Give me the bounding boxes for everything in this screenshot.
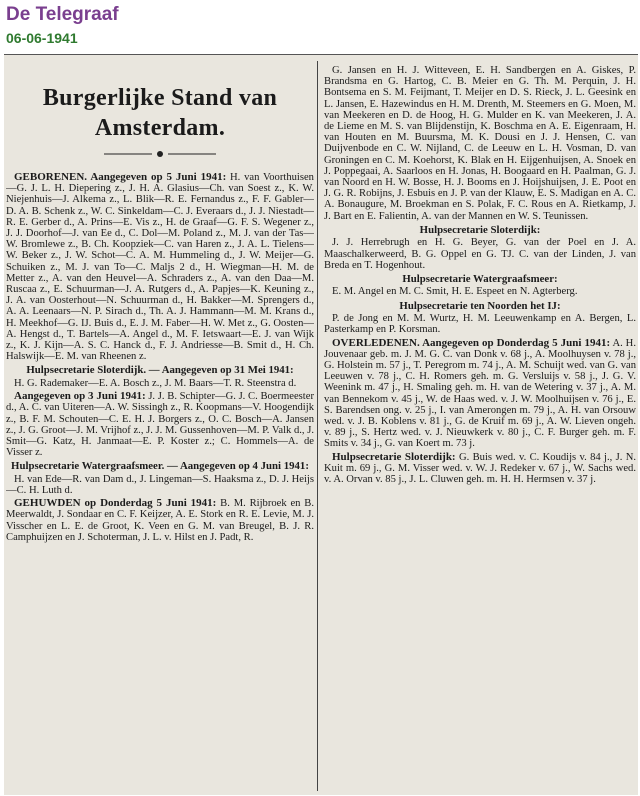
births-june3-text: J. J. B. Schipter—G. J. C. Boermeester d., A. C. van Uiteren—A. W. Sissingh z., R. Koopmans—V. Hoogendijk z., B. F. M. Schouten—C. E. H. J. Borgers z., O. C. Bosch—A. Jansen z., J. G. Groot—J. M. Vrijhof z., J. J. M. Gussenhoven—M. P. Valk d., J. Smit—G. Katz, H. Janmaat—E. P. Koster z.; C. Hommels—A. de Visser z. bbox=[6, 391, 314, 459]
noorden-ij-marriages-heading: Hulpsecretarie ten Noorden het IJ: bbox=[399, 299, 561, 312]
sloterdijk-deaths-heading: Hulpsecretarie Sloterdijk: bbox=[332, 450, 456, 463]
deaths-text: A. H. Jouvenaar geb. m. J. M. G. C. van Donk v. 68 j., A. Moolhuysen v. 78 j., G. Holstein m. 57 j., T. Peregrom m. 74 j., A. M. Schuijt wed. van G. van Leeuwen v. 78 j., C. H. Romers geh. m. G. Versluijs v. 58 j., J. G. V. Weenink m. 47 j., H. Smaling geh. m. H. van de Wetering v. 37 j., A. M. van Bennekom v. 45 j., W. de Haas wed. v. J. W. Moolhuijsen v. 76 j., E. S. Barendsen ong. v. 25 j., I. van Amerongen m. 79 j., A. H. van Orsouw wed. v. J. B. Koblens v. 81 j., G. de Kruif m. 69 j., A. W. Lieven ongeh. v. 89 j., S. Hertz wed. v. J. Nieuwkerk v. 80 j., C. F. Burger geh. m. F. Smits v. 34 j., G. van Koert m. 73 j. bbox=[324, 337, 636, 450]
column-divider bbox=[317, 61, 318, 791]
article-title-line1: Burgerlijke Stand van bbox=[42, 85, 278, 111]
deaths-section bbox=[324, 338, 636, 450]
newspaper-name: De Telegraaf bbox=[6, 4, 119, 25]
sloterdijk-births-text: H. G. Rademaker—E. A. Bosch z., J. M. Baars—T. R. Steenstra d. bbox=[14, 377, 297, 389]
noorden-ij-marriages-text: P. de Jong en M. M. Wurtz, H. M. Leeuwenkamp en A. Bergen, L. Pasterkamp en P. Korsman. bbox=[324, 313, 636, 336]
ornament-rule bbox=[100, 150, 220, 158]
watergraafsmeer-births-heading: Hulpsecretarie Watergraafsmeer. — Aangegeven op 4 Juni 1941: bbox=[11, 460, 309, 473]
column-right bbox=[324, 65, 636, 793]
births-june3-heading: Aangegeven op 3 Juni 1941: bbox=[14, 390, 146, 403]
marriages-continued-text: G. Jansen en H. J. Witteveen, E. H. Sandbergen en A. Giskes, P. Brandsma en G. Hartog, C. B. Meier en G. Th. M. Perquin, J. H. Bontsema en S. M. Feijmant, T. Meijer en D. S. Rieck, J. L. Geesink en L. Jansen, E. Hazewindus en H. M. Drenth, M. Steemers en G. Moen, M. van Meekeren en D. de Hoog, H. G. Mulder en K. van Meekeren, J. A. de Lieme en M. S. van Blijdenstijn, K. Boschma en A. E. Eigenraam, H. van Houten en M. Buursma, M. K. Dousi en J. J. Hensen, C. van Duijvenbode en C. W. Nijland, C. de Leeuw en L. H. Vosman, D. van Groningen en C. M. Koehorst, K. Blak en H. Eijgenhuijsen, A. Snoek en J. Poppegaai, A. Saarloos en H. Jonas, H. Boogaard en H. Paalman, G. J. van Noord en H. W. Bosse, H. J. Booms en J. Hoijshuijsen, J. E. Poot en J. G. R. Robijns, J. Esbuis en J. P. van der Klauw, E. S. Madigan en A. C. A. Bonaugure, M. Broekman en S. Polak, F. C. Rous en A. Rietkamp, J. J. Bart en E. Falientin, A. van der Mannen en W. S. Teunissen. bbox=[324, 65, 636, 222]
clipping-header bbox=[0, 0, 640, 52]
sloterdijk-births-heading: Hulpsecretarie Sloterdijk. — Aangegeven op 31 Mei 1941: bbox=[26, 364, 294, 377]
marriages-section bbox=[6, 498, 314, 543]
watergraafsmeer-marriages-heading: Hulpsecretarie Watergraafsmeer: bbox=[402, 272, 558, 285]
births-text: H. van Voorthuisen—G. J. L. H. Diepering z., J. H. A. Glasius—Ch. van Soest z., K. W. Niejenhuis—J. Alkema z., L. Blik—R. E. Fernandus z., F. F. Gabler—D. A. B. Schenk z., W. C. Sinkeldam—C. J. Everaars d., J. J. Niestadt—R. E. Gerber d., A. Prins—E. Vis z., H. de Graaf—G. F. S. Wegener z., J. J. Doorhof—J. van Ee d., C. Dol—M. Poland z., M. J. van der Tas—W. Bromlewe z., B. Ch. Koopziek—C. van Haren z., J. A. L. Tielens—W. Beker z., J. W. Schot—C. A. M. Hummeling d., J. W. Meijer—G. Schuiken z., M. J. van To—C. Maljs 2 d., H. Wiegman—H. M. de Metter z., A. van den Heuvel—A. Schraders z., A. van den Daa—M. Ruscaa z., E. Schuurman—J. A. Rutgers d., A. Papjes—K. Keuning z., J. A. van Oosterhout—N. Schuurman d., H. Bakker—M. Sprengers d., A. A. Leenaars—N. P. Sirach d., Th. A. J. Hammann—M. M. Krans d., H. Meekhof—G. IJ. Buis d., E. J. M. Faber—H. W. Met z., G. Oosten—A. Hengst d., T. Bartels—A. Angel d., M. F. Ietswaart—E. J. van Wijk z., K. J. Kijn—A. S. C. Hanck d., F. J. Andriesse—B. Smit d., H. Ch. Halswijk—E. M. van Rheenen z. bbox=[6, 172, 314, 363]
watergraafsmeer-marriages-text: E. M. Angel en M. C. Smit, H. E. Espeet en N. Agterberg. bbox=[332, 286, 578, 298]
column-left bbox=[6, 65, 314, 793]
births-june3-section bbox=[6, 391, 314, 458]
newspaper-page bbox=[4, 54, 638, 795]
marriages-text: B. M. Rijbroek en B. Meerwaldt, J. Sondaar en C. F. Keijzer, A. E. Stork en R. E. Levie, M. J. Visscher en L. E. de Groot, K. Veen en G. M. van Breugel, B. J. R. Camphuijzen en J. Schoterman, J. L. v. Hilst en J. Padt, R. bbox=[6, 498, 314, 543]
title-ornament bbox=[6, 147, 314, 162]
article-title-line2: Amsterdam. bbox=[94, 115, 226, 141]
sloterdijk-marriages-text: J. J. Herrebrugh en H. G. Beyer, G. van der Poel en J. A. Maaschalkerweerd, B. G. Oppel en G. TJ. C. van der Linden, J. van Breda en T. Hogenhout. bbox=[324, 237, 636, 271]
births-section bbox=[6, 172, 314, 362]
watergraafsmeer-births-text: H. van Ede—R. van Dam d., J. Lingeman—S. Haaksma z., D. J. Heijs—C. H. Luth d. bbox=[6, 473, 314, 497]
deaths-heading: OVERLEDENEN. Aangegeven op Donderdag 5 Juni 1941: bbox=[332, 336, 611, 349]
births-heading: GEBORENEN. Aangegeven op 5 Juni 1941: bbox=[14, 171, 227, 183]
publication-date: 06-06-1941 bbox=[6, 30, 78, 46]
sloterdijk-deaths-section bbox=[324, 452, 636, 486]
sloterdijk-deaths-text: G. Buis wed. v. C. Koudijs v. 84 j., J. N. Kuit m. 69 j., G. M. Visser wed. v. W. J. Redeker v. 67 j., W. Sachs wed. v. A. Orvan v. 85 j., J. L. Cluwen geh. m. H. H. Hermsen v. 37 j. bbox=[324, 451, 636, 485]
marriages-heading: GEHUWDEN op Donderdag 5 Juni 1941: bbox=[14, 497, 217, 510]
article-title bbox=[6, 83, 314, 143]
sloterdijk-marriages-heading: Hulpsecretarie Sloterdijk: bbox=[419, 223, 541, 236]
